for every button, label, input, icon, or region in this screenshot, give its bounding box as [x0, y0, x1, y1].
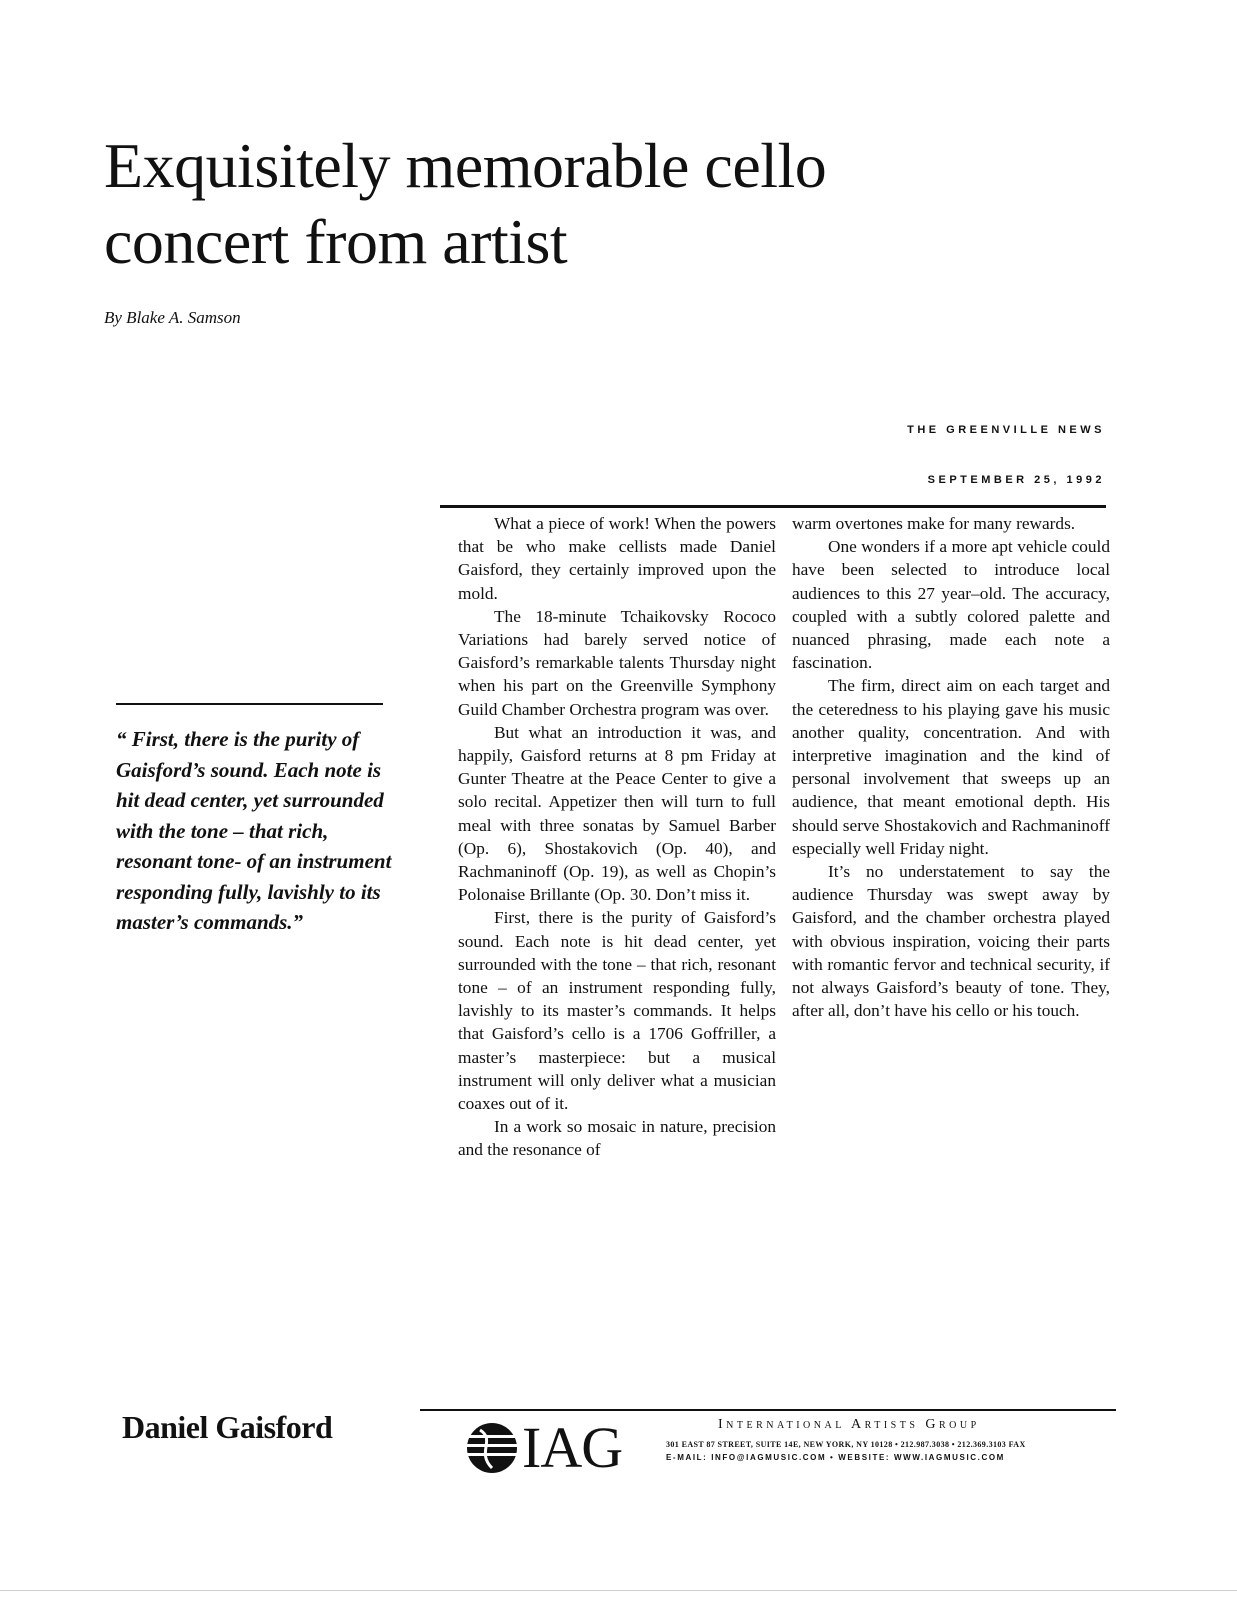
agency-name: International Artists Group [718, 1417, 980, 1432]
pull-quote-rule [116, 703, 383, 705]
paragraph: What a piece of work! When the powers that be who make cellists made Daniel Gaisford, they certainly improved upon the mold. [458, 514, 776, 603]
headline-line-1: Exquisitely memorable cello [104, 130, 827, 201]
globe-icon [466, 1422, 518, 1474]
publication-date: SEPTEMBER 25, 1992 [927, 474, 1105, 486]
paragraph: The firm, direct aim on each target and the ceteredness to his playing gave his music another quality, concentration. And with interpretive imagination and the kind of personal involvement that sweeps up an audience, that meant emotional depth. His should serve Shostakovich and Rachmaninoff especially well Friday night. [792, 676, 1110, 858]
headline [104, 128, 1004, 280]
agency-address: 301 EAST 87 STREET, SUITE 14E, NEW YORK, NY 10128 • 212.987.3038 • 212.369.3103 FAX [666, 1440, 1026, 1449]
article-column-1 [458, 512, 776, 1162]
byline: By Blake A. Samson [104, 308, 241, 327]
paragraph-continuation: warm overtones make for many rewards. [792, 514, 1076, 533]
paragraph: First, there is the purity of Gaisford’s sound. Each note is hit dead center, yet surrounded with the tone – that rich, resonant tone – of an instrument responding fully, lavishly to its master’s commands. It helps that Gaisford’s cello is a 1706 Goffriller, a master’s masterpiece: but a musical instrument will only deliver what a musician coaxes out of it. [458, 908, 776, 1114]
paragraph: It’s no understatement to say the audience Thursday was swept away by Gaisford, and the chamber orchestra played with obvious inspiration, voicing their parts with romantic fervor and technical security, if not always Gaisford’s beauty of tone. They, after all, don’t have his cello or his touch. [792, 862, 1110, 1021]
paragraph: In a work so mosaic in nature, precision and the resonance of [458, 1117, 776, 1160]
article-column-2 [792, 512, 1110, 1022]
agency-contact: E-MAIL: INFO@IAGMUSIC.COM • WEBSITE: WWW.IAGMUSIC.COM [666, 1453, 1005, 1462]
paragraph: One wonders if a more apt vehicle could have been selected to introduce local audiences to this 27 year–old. The accuracy, coupled with a subtly colored palette and nuanced phrasing, made each note a fascination. [792, 537, 1110, 673]
footer-rule [420, 1409, 1116, 1411]
column-divider-rule [440, 505, 1106, 508]
logo-text: IAG [522, 1415, 623, 1480]
paragraph: The 18-minute Tchaikovsky Rococo Variations had barely served notice of Gaisford’s remarkable talents Thursday night when his part on the Greenville Symphony Guild Chamber Orchestra program was over. [458, 606, 776, 719]
paragraph: But what an introduction it was, and happily, Gaisford returns at 8 pm Friday at Gunter Theatre at the Peace Center to give a solo recital. Appetizer then will turn to full meal with three sonatas by Samuel Barber (Op. 6), Shostakovich (Op. 40), and Rachmaninoff (Op. 19), as well as Chopin’s Polonaise Brillante (Op. 30. Don’t miss it. [458, 722, 776, 905]
iag-logo [466, 1415, 623, 1480]
publication-name: THE GREENVILLE NEWS [907, 424, 1105, 436]
scan-edge-line [0, 1590, 1237, 1591]
headline-line-2: concert from artist [104, 206, 568, 277]
pull-quote: “ First, there is the purity of Gaisford’s sound. Each note is hit dead center, yet surrounded with the tone – that rich, resonant tone- of an instrument responding fully, lavishly to its master’s commands.” [116, 727, 392, 934]
artist-name: Daniel Gaisford [122, 1409, 333, 1445]
